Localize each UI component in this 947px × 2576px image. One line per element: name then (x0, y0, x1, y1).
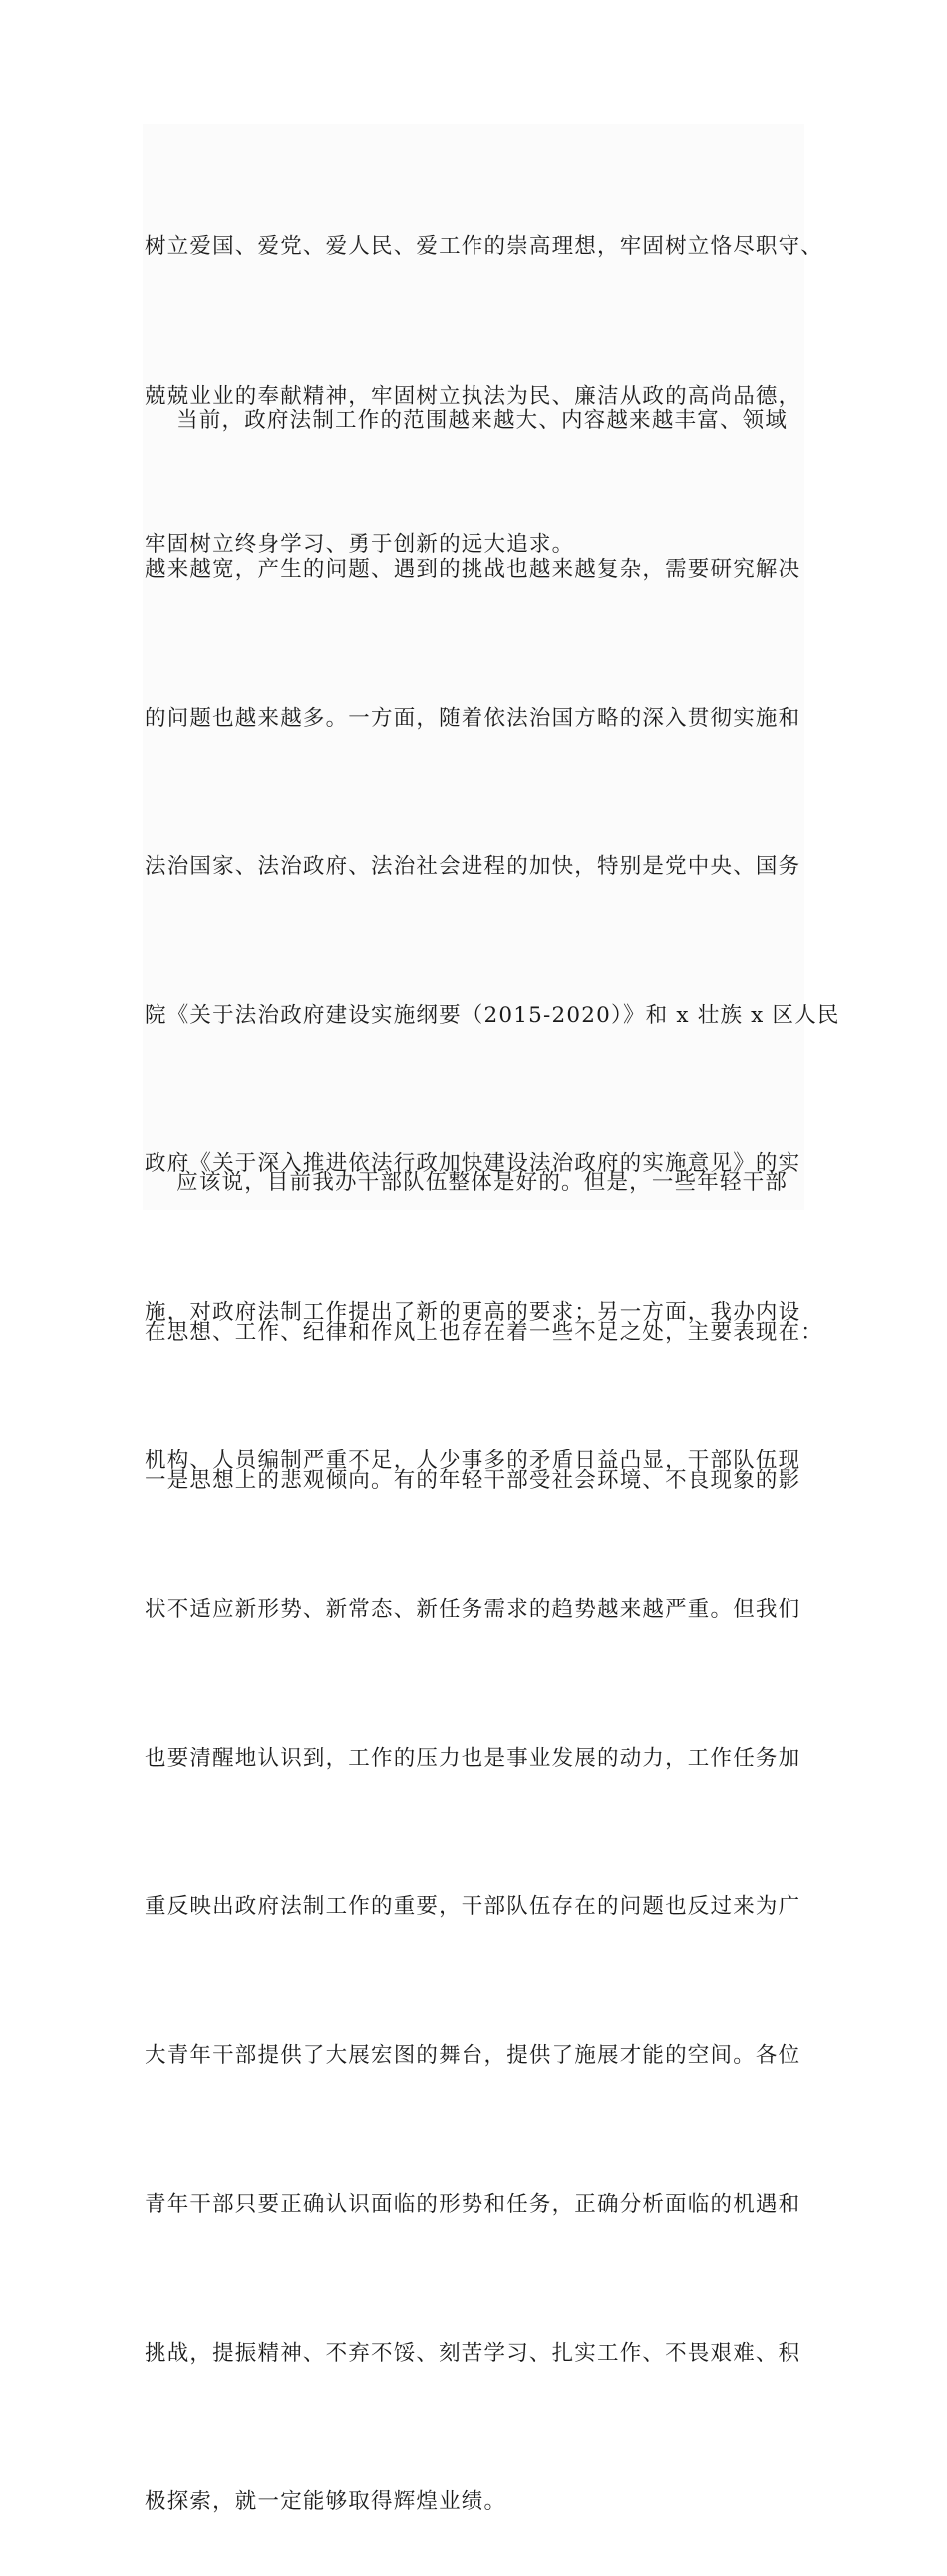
text-line: 青年干部只要正确认识面临的形势和任务，正确分析面临的机遇和 (145, 2191, 801, 2217)
text-line: 树立爱国、爱党、爱人民、爱工作的崇高理想，牢固树立恪尽职守、 (145, 234, 824, 260)
text-line: 也要清醒地认识到，工作的压力也是事业发展的动力，工作任务加 (145, 1746, 801, 1771)
text-line: 大青年干部提供了大展宏图的舞台，提供了施展才能的空间。各位 (145, 2043, 801, 2069)
text-line: 法治国家、法治政府、法治社会进程的加快，特别是党中央、国务 (145, 853, 801, 879)
text-line: 重反映出政府法制工作的重要，干部队伍存在的问题也反过来为广 (145, 1894, 801, 1920)
text-line: 挑战，提振精神、不弃不馁、刻苦学习、扎实工作、不畏艰难、积 (145, 2340, 801, 2366)
text-line: 的问题也越来越多。一方面，随着依法治国方略的深入贯彻实施和 (145, 705, 801, 731)
text-line: 机构、人员编制严重不足，人少事多的矛盾日益凸显，干部队伍现 (145, 1449, 801, 1474)
text-line: 施，对政府法制工作提出了新的更高的要求；另一方面，我办内设 (145, 1299, 801, 1325)
text-line: 在思想、工作、纪律和作风上也存在着一些不足之处，主要表现在： (145, 1319, 824, 1345)
text-line: 当前，政府法制工作的范围越来越大、内容越来越丰富、领域 (145, 408, 789, 434)
text-line: 越来越宽，产生的问题、遇到的挑战也越来越复杂，需要研究解决 (145, 556, 801, 582)
text-line: 政府《关于深入推进依法行政加快建设法治政府的实施意见》的实 (145, 1150, 801, 1176)
text-line: 兢兢业业的奉献精神，牢固树立执法为民、廉洁从政的高尚品德， (145, 383, 801, 409)
text-line: 牢固树立终身学习、勇于创新的远大追求。 (145, 531, 575, 557)
text-line: 应该说，目前我办干部队伍整体是好的。但是，一些年轻干部 (145, 1170, 789, 1196)
text-line: 院《关于法治政府建设实施纲要（2015-2020）》和 x 壮族 x 区人民 (145, 1002, 840, 1028)
text-line: 极探索，就一定能够取得辉煌业绩。 (145, 2488, 507, 2514)
text-line: 一是思想上的悲观倾向。有的年轻干部受社会环境、不良现象的影 (145, 1467, 801, 1493)
paragraph (145, 1060, 822, 1555)
text-line: 状不适应新形势、新常态、新任务需求的趋势越来越严重。但我们 (145, 1597, 801, 1623)
